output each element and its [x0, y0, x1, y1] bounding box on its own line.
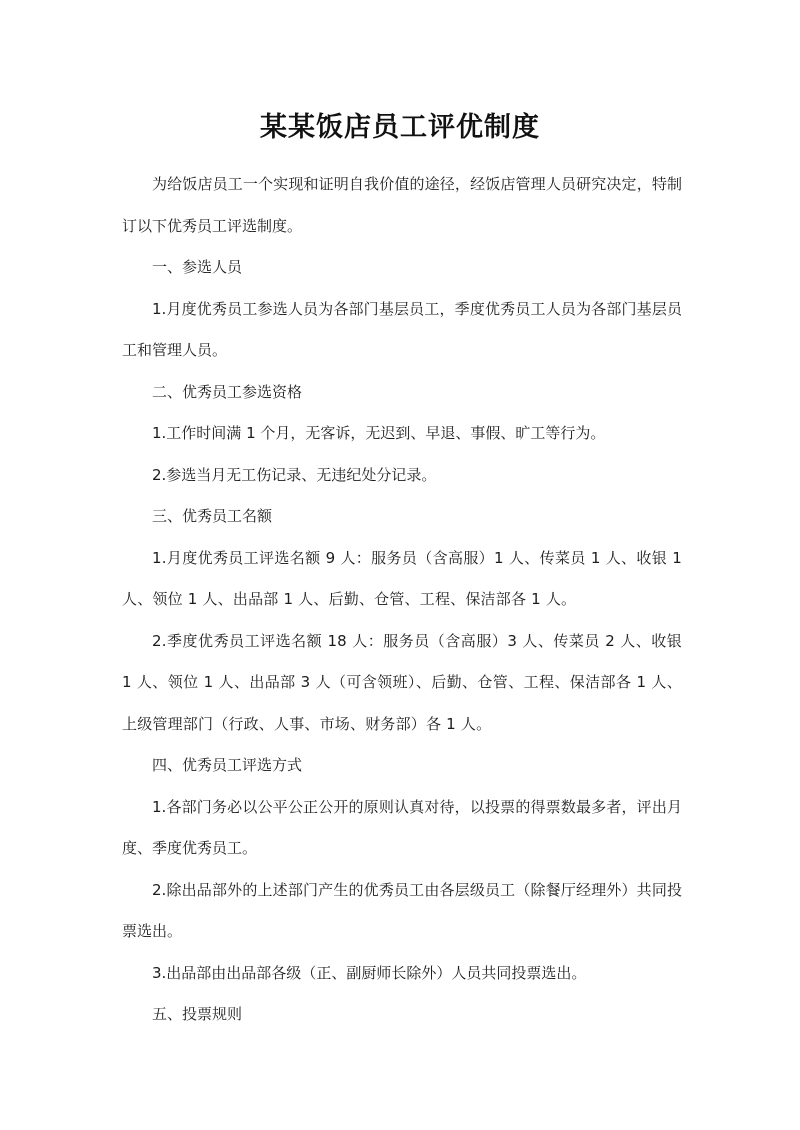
method-rule-3: 3.出品部由出品部各级（正、副厨师长除外）人员共同投票选出。: [152, 963, 587, 982]
section-heading-method: 四、优秀员工评选方式: [152, 756, 303, 774]
eligibility-rule-1: 1.工作时间满 1 个月，无客诉，无迟到、早退、事假、旷工等行为。: [152, 424, 606, 442]
method-rule-1: 1.各部门务必以公平公正公开的原则认真对待，以投票的得票数最多者，评出月度、季度优秀员工。: [122, 797, 682, 857]
page-title: 某某饭店员工评优制度: [260, 112, 540, 143]
participants-rule-1: 1.月度优秀员工参选人员为各部门基层员工，季度优秀员工人员为各部门基层员工和管理人员。: [122, 299, 682, 359]
eligibility-rule-2: 2.参选当月无工伤记录、无违纪处分记录。: [152, 465, 437, 484]
quota-rule-1: 1.月度优秀员工评选名额 9 人：服务员（含高服）1 人、传菜员 1 人、收银 1 人、领位 1 人、出品部 1 人、后勤、仓管、工程、保洁部各 1 人。: [122, 548, 682, 608]
method-rule-2: 2.除出品部外的上述部门产生的优秀员工由各层级员工（除餐厅经理外）共同投票选出。: [122, 880, 682, 940]
document-body: [122, 164, 682, 1036]
section-heading-participants: 一、参选人员: [152, 258, 243, 276]
section-heading-eligibility: 二、优秀员工参选资格: [152, 382, 303, 401]
section-heading-voting-rules: 五、投票规则: [152, 1005, 243, 1023]
intro-paragraph: 为给饭店员工一个实现和证明自我价值的途径，经饭店管理人员研究决定，特制订以下优秀员工评选制度。: [122, 175, 682, 235]
section-heading-quota: 三、优秀员工名额: [152, 507, 273, 525]
quota-rule-2: 2.季度优秀员工评选名额 18 人：服务员（含高服）3 人、传菜员 2 人、收银 1 人、领位 1 人、出品部 3 人（可含领班）、后勤、仓管、工程、保洁部各 1 人、上级管理部门（行政、人事、市场、财务部）各 1 人。: [122, 631, 682, 733]
